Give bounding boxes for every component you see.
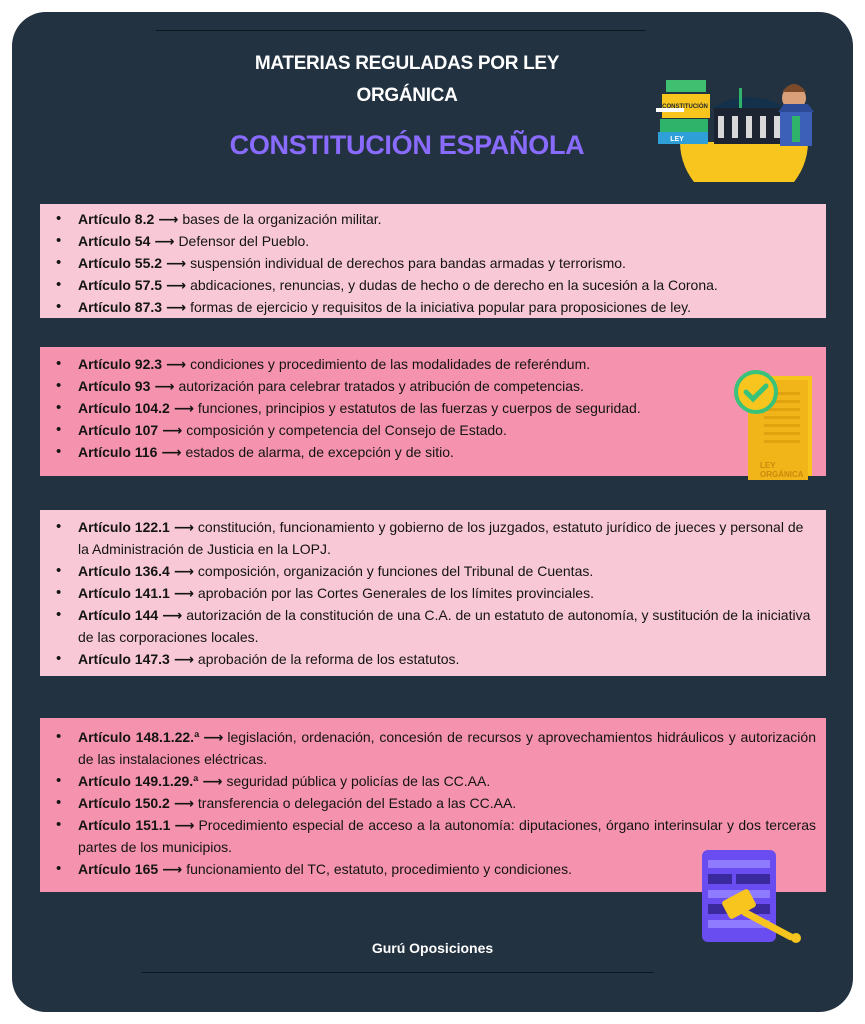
article-description: abdicaciones, renuncias, y dudas de hecho o de derecho en la sucesión a la Corona. (190, 277, 718, 293)
arrow-right-icon: ⟶ (154, 233, 175, 249)
article-number: Artículo 147.3 (78, 651, 170, 667)
article-description: autorización de la constitución de una C.A. de un estatuto de autonomía, y sustitución de la iniciativa de las corporaciones locales. (78, 607, 811, 645)
article-item (54, 353, 816, 375)
article-item (54, 441, 816, 463)
arrow-right-icon: ⟶ (166, 277, 187, 293)
article-number: Artículo 92.3 (78, 356, 163, 372)
article-description: aprobación por las Cortes Generales de los límites provinciales. (197, 585, 594, 601)
document-label-organica: ORGÁNICA (760, 470, 804, 479)
section-1 (40, 204, 826, 318)
article-description: condiciones y procedimiento de las modalidades de referéndum. (190, 356, 591, 372)
arrow-right-icon: ⟶ (162, 861, 183, 877)
arrow-right-icon: ⟶ (173, 795, 194, 811)
article-description: autorización para celebrar tratados y atribución de competencias. (178, 378, 584, 394)
footer-brand: Gurú Oposiciones (371, 940, 494, 956)
page-title (162, 48, 652, 112)
article-description: funcionamiento del TC, estatuto, procedimiento y condiciones. (186, 861, 572, 877)
article-description: transferencia o delegación del Estado a las CC.AA. (197, 795, 517, 811)
article-number: Artículo 136.4 (78, 563, 170, 579)
page-subtitle: CONSTITUCIÓN ESPAÑOLA (229, 130, 585, 160)
article-item (54, 582, 816, 604)
arrow-right-icon: ⟶ (154, 378, 175, 394)
article-item (54, 792, 816, 814)
article-item (54, 770, 816, 792)
arrow-right-icon: ⟶ (166, 299, 187, 315)
article-description: Procedimiento especial de acceso a la autonomía: diputaciones, órgano interinsular y dos terceras partes de los municipios. (78, 817, 816, 855)
constitution-illustration (652, 68, 822, 182)
article-description: Defensor del Pueblo. (178, 233, 310, 249)
article-description: funciones, principios y estatutos de las fuerzas y cuerpos de seguridad. (197, 400, 641, 416)
bottom-divider (142, 972, 654, 973)
ley-organica-document-icon (730, 364, 822, 482)
article-number: Artículo 150.2 (78, 795, 170, 811)
arrow-right-icon: ⟶ (202, 773, 223, 789)
article-number: Artículo 54 (78, 233, 151, 249)
article-number: Artículo 104.2 (78, 400, 170, 416)
article-description: composición, organización y funciones del Tribunal de Cuentas. (197, 563, 594, 579)
arrow-right-icon: ⟶ (173, 519, 194, 535)
article-description: bases de la organización militar. (182, 211, 382, 227)
arrow-right-icon: ⟶ (161, 444, 182, 460)
article-item (54, 296, 816, 318)
article-list-2 (54, 353, 816, 463)
arrow-right-icon: ⟶ (162, 607, 183, 623)
article-item (54, 419, 816, 441)
arrow-right-icon: ⟶ (158, 211, 179, 227)
gavel-document-icon (698, 846, 808, 946)
title-line-1: MATERIAS REGULADAS POR LEY (254, 53, 560, 74)
article-description: legislación, ordenación, concesión de recursos y aprovechamientos hidráulicos y autorización de las instalaciones eléctricas. (78, 729, 816, 767)
article-number: Artículo 116 (78, 444, 158, 460)
article-number: Artículo 165 (78, 861, 159, 877)
arrow-right-icon: ⟶ (203, 729, 224, 745)
book-label-constitucion: CONSTITUCIÓN (662, 104, 708, 110)
article-number: Artículo 141.1 (78, 585, 170, 601)
article-item (54, 274, 816, 296)
article-description: seguridad pública y policías de las CC.AA. (226, 773, 491, 789)
article-item (54, 397, 816, 419)
article-number: Artículo 93 (78, 378, 151, 394)
article-description: composición y competencia del Consejo de Estado. (186, 422, 507, 438)
article-number: Artículo 87.3 (78, 299, 163, 315)
title-line-2: ORGÁNICA (356, 85, 458, 106)
article-item (54, 375, 816, 397)
article-description: formas de ejercicio y requisitos de la iniciativa popular para proposiciones de ley. (190, 299, 691, 315)
article-number: Artículo 122.1 (78, 519, 170, 535)
section-3 (40, 510, 826, 676)
article-number: Artículo 149.1.29.ª (78, 773, 199, 789)
article-number: Artículo 55.2 (78, 255, 163, 271)
arrow-right-icon: ⟶ (166, 255, 187, 271)
article-description: constitución, funcionamiento y gobierno de los juzgados, estatuto jurídico de jueces y personal de la Administración de Justicia en la LOPJ. (78, 519, 804, 557)
arrow-right-icon: ⟶ (173, 400, 194, 416)
arrow-right-icon: ⟶ (166, 356, 187, 372)
arrow-right-icon: ⟶ (174, 817, 195, 833)
article-item (54, 252, 816, 274)
article-description: estados de alarma, de excepción y de sitio. (185, 444, 454, 460)
article-number: Artículo 8.2 (78, 211, 155, 227)
article-item (54, 516, 816, 560)
article-number: Artículo 148.1.22.ª (78, 729, 200, 745)
article-item (54, 208, 816, 230)
article-number: Artículo 57.5 (78, 277, 163, 293)
article-item (54, 648, 816, 670)
article-item (54, 604, 816, 648)
arrow-right-icon: ⟶ (173, 563, 194, 579)
article-number: Artículo 151.1 (78, 817, 171, 833)
arrow-right-icon: ⟶ (173, 651, 194, 667)
article-item (54, 230, 816, 252)
article-list-3 (54, 516, 816, 670)
document-label-ley: LEY (760, 461, 776, 470)
article-number: Artículo 144 (78, 607, 159, 623)
article-list-1 (54, 208, 816, 318)
article-description: suspensión individual de derechos para bandas armadas y terrorismo. (190, 255, 626, 271)
article-description: aprobación de la reforma de los estatutos. (197, 651, 460, 667)
article-number: Artículo 107 (78, 422, 159, 438)
section-2 (40, 347, 826, 476)
arrow-right-icon: ⟶ (162, 422, 183, 438)
article-item (54, 726, 816, 770)
top-divider (156, 30, 646, 31)
article-item (54, 560, 816, 582)
book-label-ley: LEY (670, 136, 684, 143)
arrow-right-icon: ⟶ (173, 585, 194, 601)
infographic-card (12, 12, 853, 1012)
